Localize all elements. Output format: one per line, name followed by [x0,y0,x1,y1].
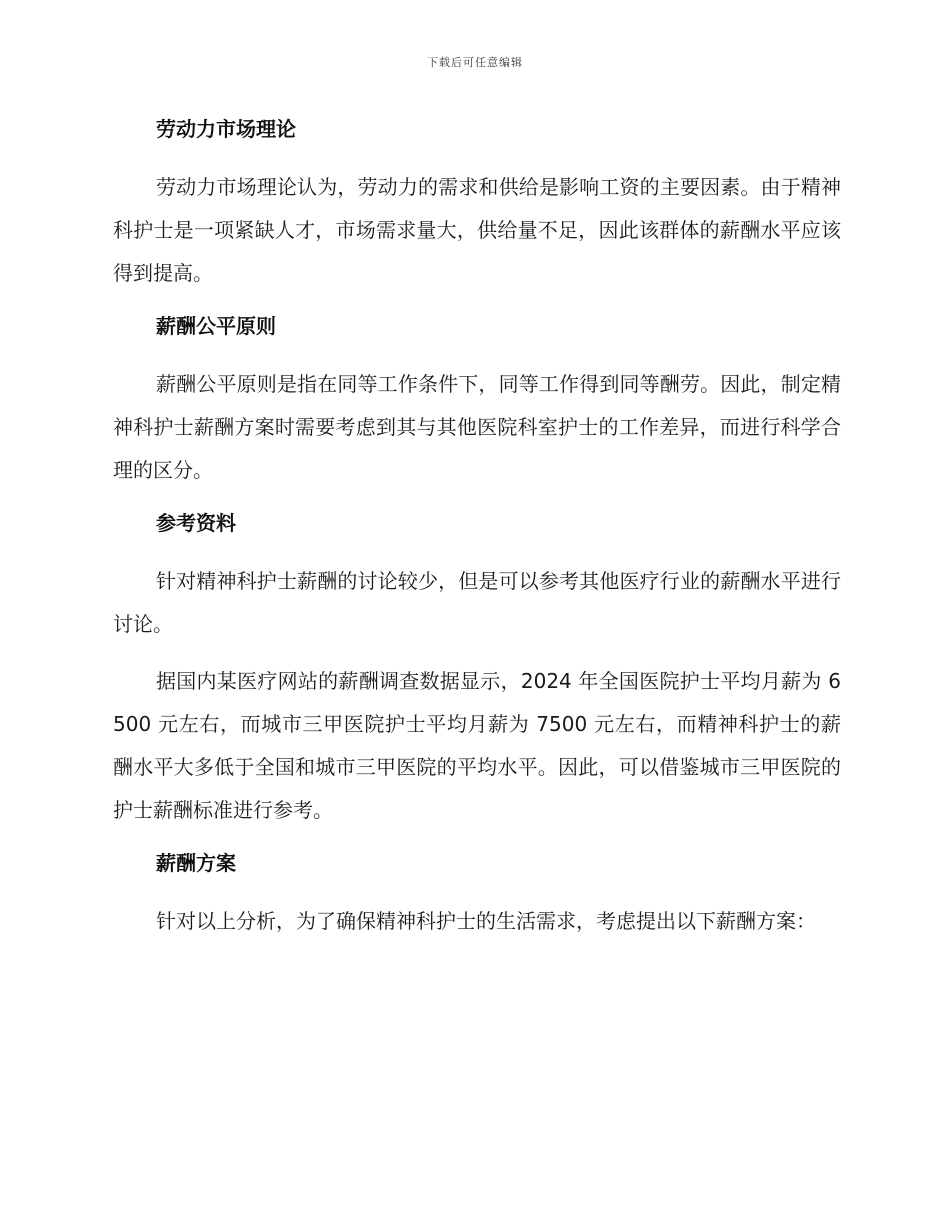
section-pay-plan [113,846,841,943]
paragraph: 劳动力市场理论认为，劳动力的需求和供给是影响工资的主要因素。由于精神科护士是一项紧缺人才，市场需求量大，供给量不足，因此该群体的薪酬水平应该得到提高。 [113,175,841,285]
section-heading: 薪酬方案 [156,851,236,875]
paragraph: 据国内某医疗网站的薪酬调查数据显示，2024 年全国医院护士平均月薪为 6500 元左右，而城市三甲医院护士平均月薪为 7500 元左右，而精神科护士的薪酬水平大多低于全国和城市三甲医院的平均水平。因此，可以借鉴城市三甲医院的护士薪酬标准进行参考。 [113,669,841,822]
document-body [113,112,841,957]
section-references [113,506,841,832]
paragraph: 薪酬公平原则是指在同等工作条件下，同等工作得到同等酬劳。因此，制定精神科护士薪酬方案时需要考虑到其与其他医院科室护士的工作差异，而进行科学合理的区分。 [113,372,841,482]
section-heading: 薪酬公平原则 [156,314,276,338]
page-header-note: 下载后可任意编辑 [427,56,523,69]
section-labor-market-theory [113,112,841,295]
section-pay-equity-principle [113,309,841,492]
paragraph: 针对以上分析，为了确保精神科护士的生活需求，考虑提出以下薪酬方案： [156,909,816,933]
paragraph: 针对精神科护士薪酬的讨论较少，但是可以参考其他医疗行业的薪酬水平进行讨论。 [113,569,841,636]
section-heading: 劳动力市场理论 [156,117,296,141]
section-heading: 参考资料 [156,511,236,535]
